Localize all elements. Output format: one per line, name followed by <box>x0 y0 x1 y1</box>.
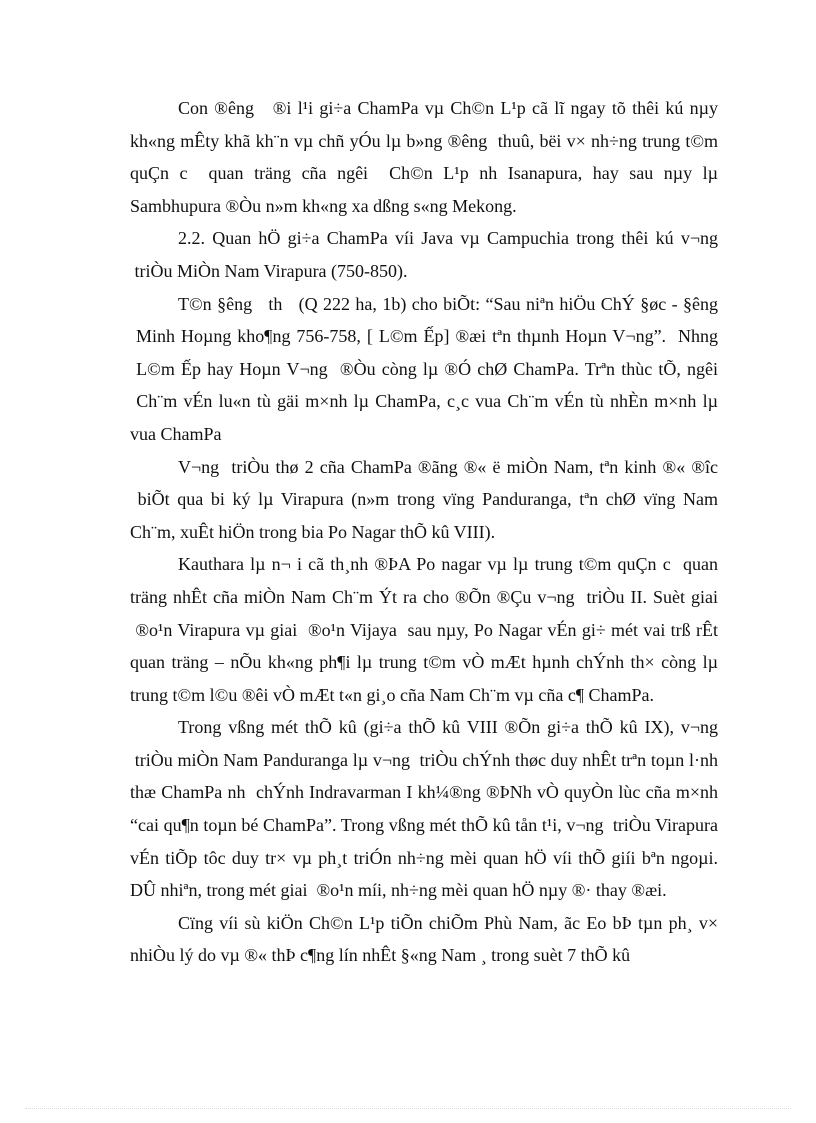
body-text <box>130 92 718 972</box>
paragraph-4: Kauthara lµ n¬ i cã th¸nh ®ÞA Po nagar vµ lµ trung t©m quÇn c quan träng nhÊt cña miÒn Nam Ch¨m Ýt ra cho ®Õn ®Çu v¬ng triÒu II. Suèt giai ®o¹n Virapura vµ giai ®o¹n Vijaya sau nµy, Po Nagar vÉn gi÷ mét vai trß rÊt quan träng – nÕu kh«ng ph¶i lµ trung t©m vÒ mÆt hµnh chÝnh th× còng lµ trung t©m l©u ®êi vÒ mÆt t«n gi¸o cña Nam Ch¨m vµ cña c¶ ChamPa. <box>130 554 718 705</box>
page-bottom-divider <box>25 1108 791 1109</box>
paragraph-1: Con ®êng ®i l¹i gi÷a ChamPa vµ Ch©n L¹p cã lĩ ngay tõ thêi kú nµy kh«ng mÊty khã kh¨n vµ chñ yÓu lµ b»ng ®êng thuû, bëi v× nh÷ng trung t©m quÇn c quan träng cña ngêi Ch©n L¹p nh Isanapura, hay sau nµy lµ Sambhupura ®Òu n»m kh«ng xa dßng s«ng Mekong. <box>130 98 718 216</box>
paragraph-6: Cïng víi sù kiÖn Ch©n L¹p tiÕn chiÕm Phù Nam, ãc Eo bÞ tµn ph¸ v× nhiÒu lý do vµ ®« thÞ c¶ng lín nhÊt §«ng Nam ¸ trong suèt 7 thÕ kû <box>130 912 718 966</box>
paragraph-2: T©n §êng th (Q 222 ha, 1b) cho biÕt: “Sau niªn hiÖu ChÝ §øc - §êng Minh Hoµng kho¶ng 756-758, [ L©m Ếp] ®æi tªn thµnh Hoµn V¬ng”. Nhng L©m Ếp hay Hoµn V¬ng ®Òu còng lµ ®Ó chØ ChamPa. Trªn thùc tÕ, ngêi Ch¨m vÉn lu«n tù gäi m×nh lµ ChamPa, c¸c vua Ch¨m vÉn tù nhÈn m×nh lµ vua ChamPa <box>130 293 718 444</box>
paragraph-3: V¬ng triÒu thø 2 cña ChamPa ®ãng ®« ë miÒn Nam, tªn kinh ®« ®îc biÕt qua bi ký lµ Virapura (n»m trong vïng Panduranga, tªn chØ vïng Nam Ch¨m, xuÊt hiÖn trong bia Po Nagar thÕ kû VIII). <box>130 456 718 542</box>
section-heading: 2.2. Quan hÖ gi÷a ChamPa víi Java vµ Campuchia trong thêi kú v¬ng triÒu MiÒn Nam Virapura (750-850). <box>130 228 718 281</box>
paragraph-5: Trong vßng mét thÕ kû (gi÷a thÕ kû VIII ®Õn gi÷a thÕ kû IX), v¬ng triÒu miÒn Nam Panduranga lµ v¬ng triÒu chÝnh thøc duy nhÊt trªn toµn l·nh thæ ChamPa nh chÝnh Indravarman I kh¼®ng ®ÞNh vÒ quyÒn lùc cña m×nh “cai qu¶n toµn bé ChamPa”. Trong vßng mét thÕ kû tån t¹i, v¬ng triÒu Virapura vÉn tiÕp tôc duy tr× vµ ph¸t triÓn nh÷ng mèi quan hÖ víi thÕ giíi bªn ngoµi. DÛ nhiªn, trong mét giai ®o¹n míi, nh÷ng mèi quan hÖ nµy ®· thay ®æi. <box>130 717 718 901</box>
